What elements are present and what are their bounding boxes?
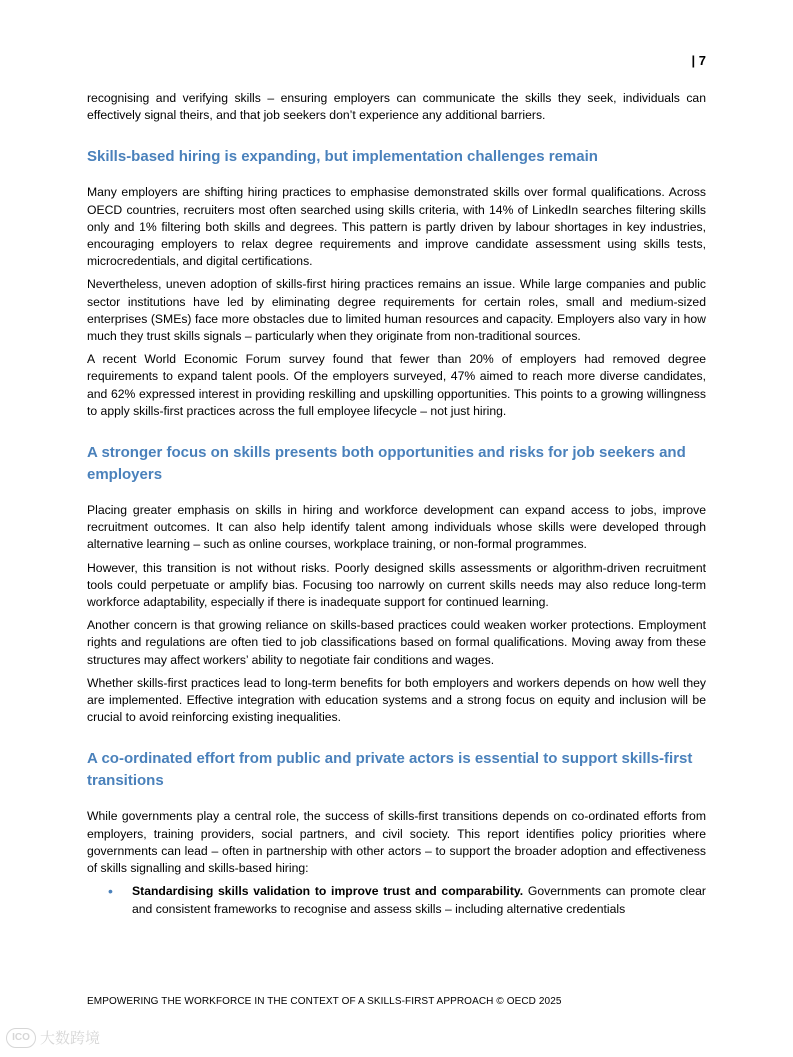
document-body	[87, 90, 706, 918]
page-footer: EMPOWERING THE WORKFORCE IN THE CONTEXT OF A SKILLS-FIRST APPROACH © OECD 2025	[87, 996, 562, 1007]
policy-priorities-list	[87, 883, 706, 917]
section-2-paragraph-2: However, this transition is not without risks. Poorly designed skills assessments or algorithm-driven recruitment tools could perpetuate or amplify bias. Focusing too narrowly on current skills needs may also reduce long-term workforce adaptability, especially if there is inadequate support for continued learning.	[87, 560, 706, 610]
section-2-paragraph-3: Another concern is that growing reliance on skills-based practices could weaken worker protections. Employment rights and regulations are often tied to job classifications based on formal qualifications. Moving away from these structures may affect workers’ ability to negotiate fair conditions and wages.	[87, 618, 706, 667]
section-3-paragraph-1: While governments play a central role, the success of skills-first transitions depends on co-ordinated efforts from employers, training providers, social partners, and civil society. This report identifies policy priorities where governments can lead – often in partnership with other actors – to support the broader adoption and effectiveness of skills signalling and skills-based hiring:	[87, 809, 706, 876]
section-3-heading: A co-ordinated effort from public and private actors is essential to support skills-first transitions	[87, 750, 693, 790]
list-item	[87, 883, 706, 917]
section-2-paragraph-4: Whether skills-first practices lead to long-term benefits for both employers and workers depends on how well they are implemented. Effective integration with education systems and a strong focus on equity and inclusion will be crucial to avoid reinforcing existing inequalities.	[87, 675, 706, 725]
section-1-heading: Skills-based hiring is expanding, but implementation challenges remain	[87, 148, 598, 166]
page-number: | 7	[691, 53, 706, 68]
section-1-paragraph-1: Many employers are shifting hiring practices to emphasise demonstrated skills over formal qualifications. Across OECD countries, recruiters most often searched using skills criteria, with 14% of LinkedIn searches filtering skills only and 1% filtering both skills and degrees. This pattern is partly driven by labour shortages in key industries, encouraging employers to relax degree requirements and improve candidate assessment using skills tests, microcredentials, and digital certifications.	[87, 185, 706, 269]
bullet-bold-lead: Standardising skills validation to improve trust and comparability.	[132, 884, 524, 899]
bullet-text	[132, 883, 706, 917]
section-2-heading: A stronger focus on skills presents both opportunities and risks for job seekers and employers	[87, 444, 686, 484]
intro-continuation-paragraph: recognising and verifying skills – ensuring employers can communicate the skills they seek, individuals can effectively signal theirs, and that job seekers don’t experience any additional barriers.	[87, 91, 706, 123]
watermark-text: 大数跨境	[40, 1030, 101, 1047]
watermark	[6, 1027, 100, 1048]
section-1-paragraph-2: Nevertheless, uneven adoption of skills-first hiring practices remains an issue. While large companies and public sector institutions have led by eliminating degree requirements for certain roles, small and medium-sized enterprises (SMEs) face more obstacles due to limited human resources and capacity. Employers also vary in how much they trust skills signals – particularly when they originate from non-traditional sources.	[87, 277, 706, 344]
section-2-paragraph-1: Placing greater emphasis on skills in hiring and workforce development can expand access to jobs, improve recruitment outcomes. It can also help identify talent among individuals whose skills were developed through alternative learning – such as online courses, workplace training, or non-formal programmes.	[87, 503, 706, 552]
bullet-icon: •	[108, 883, 113, 900]
section-1-paragraph-3: A recent World Economic Forum survey found that fewer than 20% of employers had removed degree requirements to expand talent pools. Of the employers surveyed, 47% aimed to reach more diverse candidates, and 62% expressed interest in providing reskilling and upskilling opportunities. This points to a growing willingness to apply skills-first practices across the full employee lifecycle – not just hiring.	[87, 352, 706, 418]
bullet-body: Governments can promote clear and consistent frameworks to recognise and assess skills – including alternative credentials	[132, 884, 706, 916]
watermark-logo-icon: ICO	[6, 1028, 36, 1048]
